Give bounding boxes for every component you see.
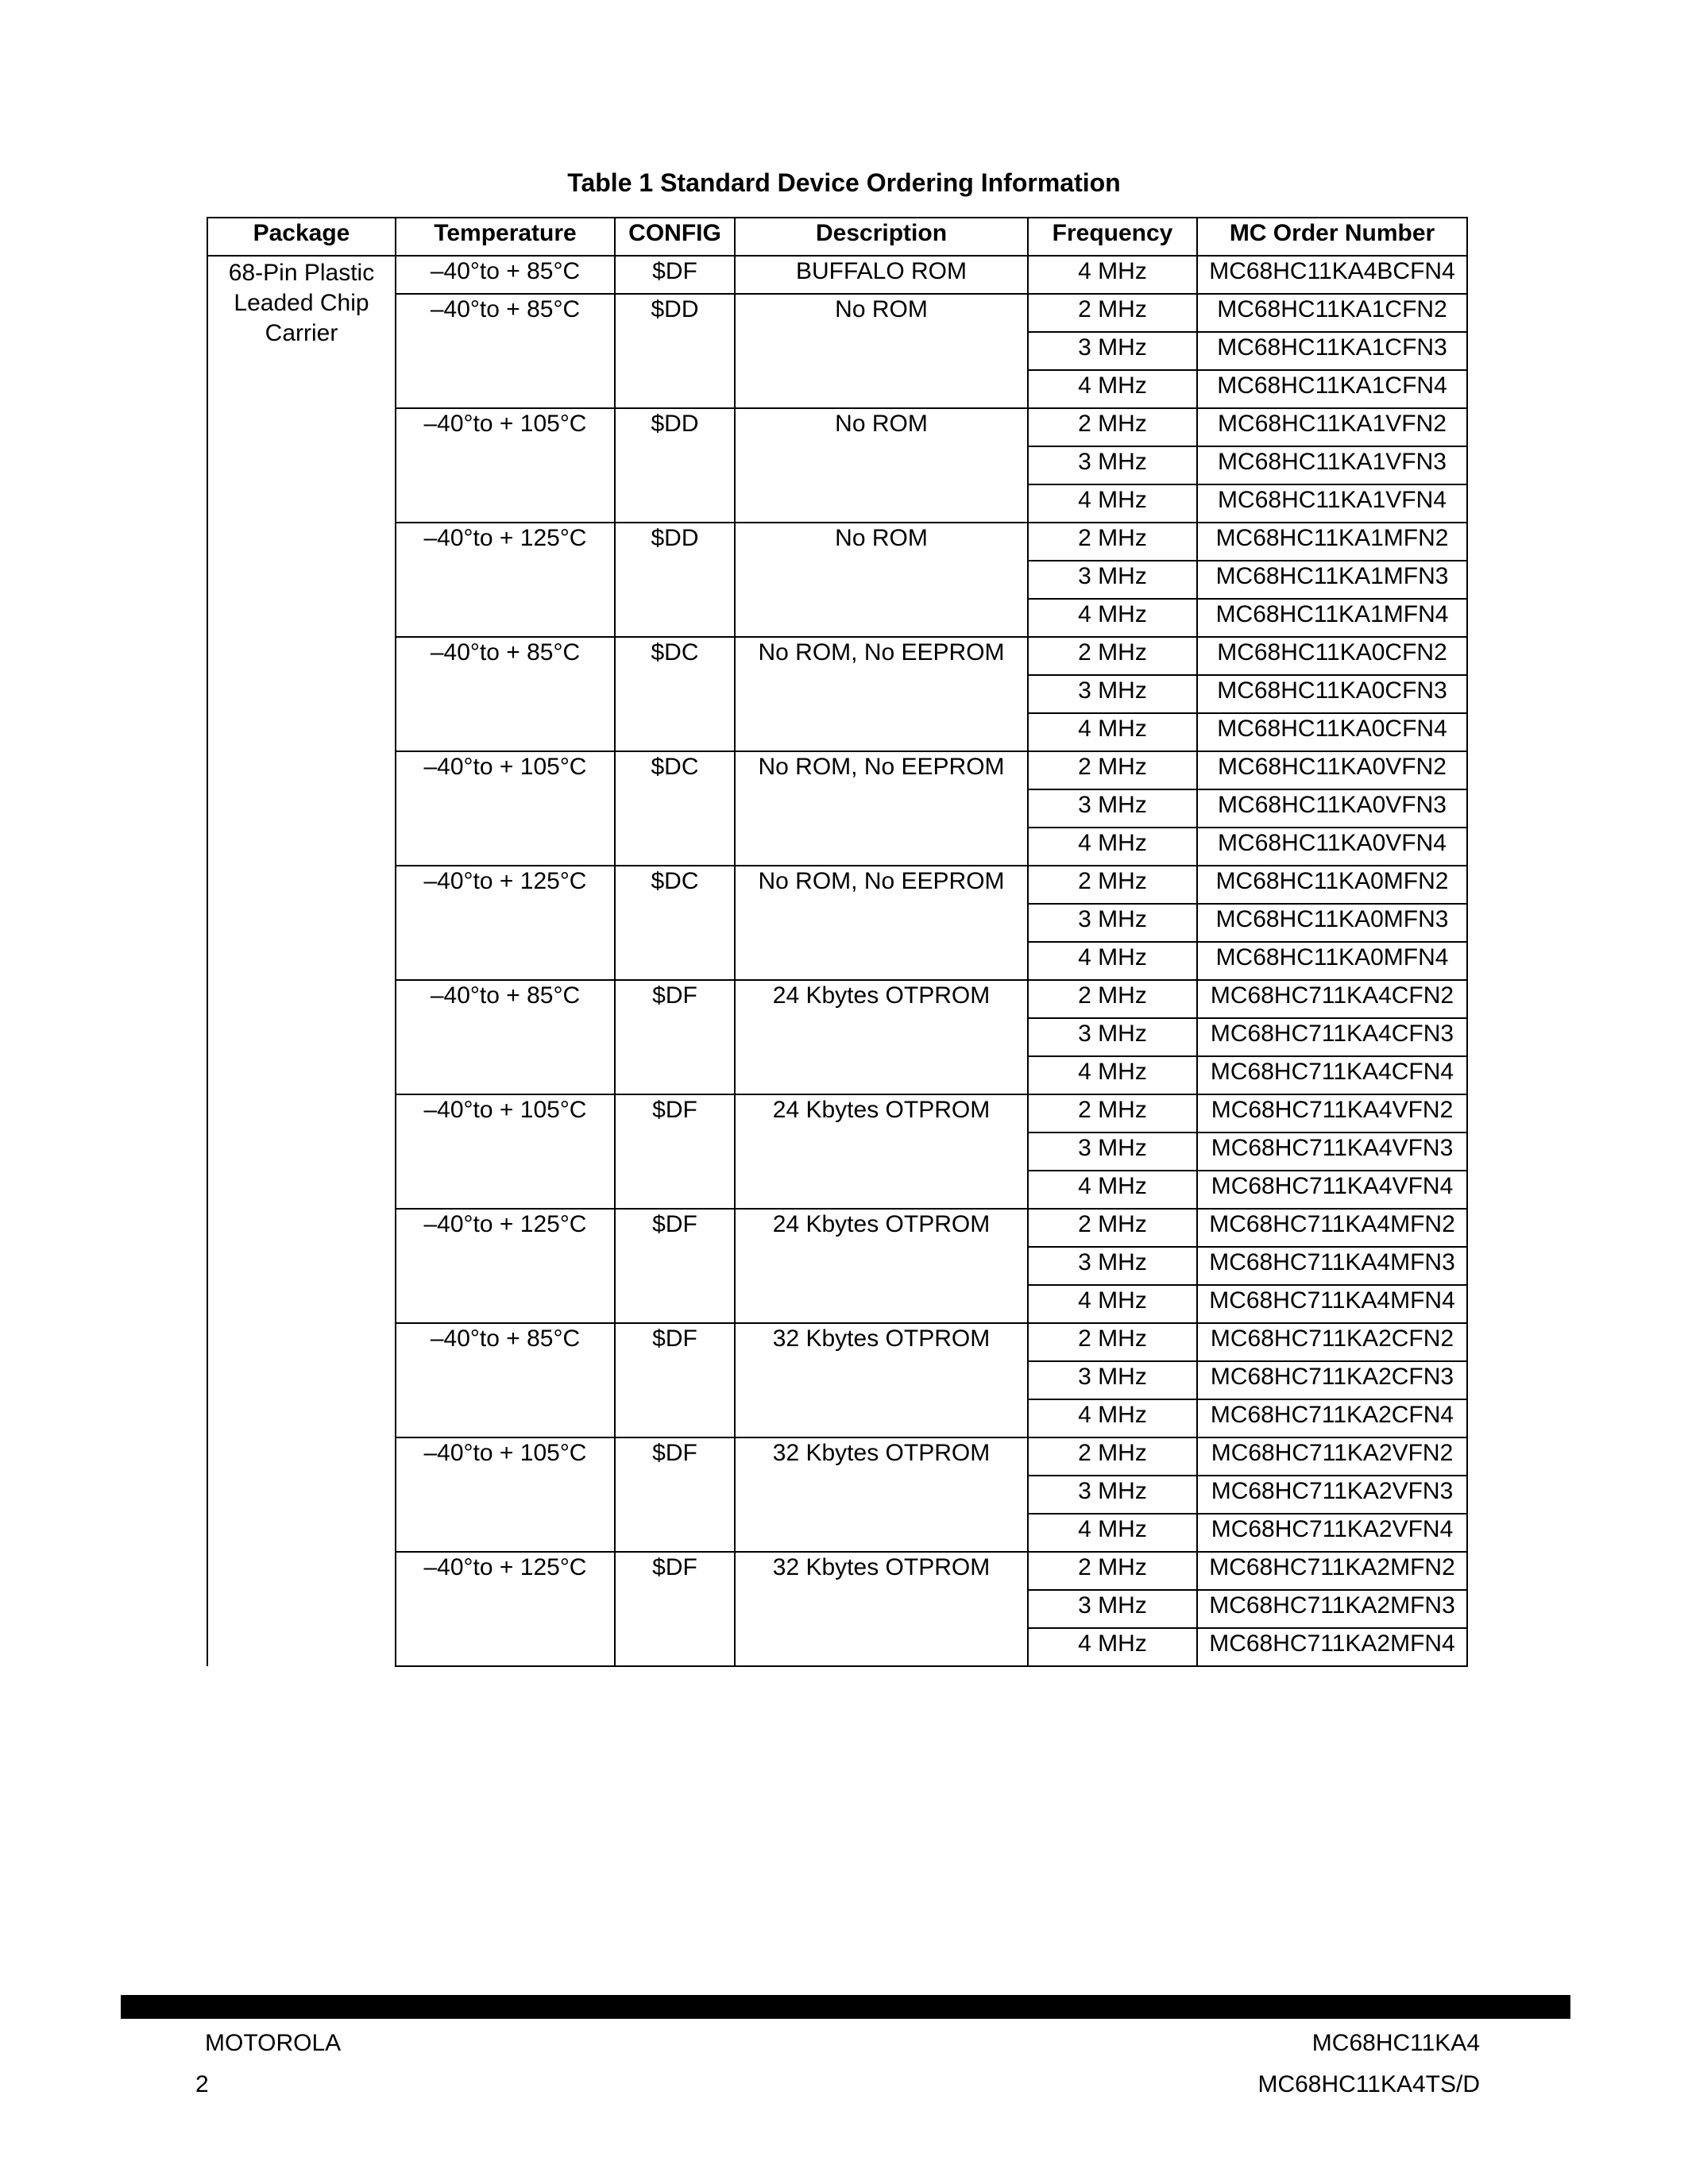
order-number-cell: MC68HC11KA1CFN4 <box>1197 370 1467 408</box>
frequency-cell: 3 MHz <box>1028 1247 1197 1285</box>
footer-page-number: 2 <box>195 2071 209 2097</box>
order-number-cell: MC68HC11KA1CFN2 <box>1197 294 1467 332</box>
description-cell: No ROM, No EEPROM <box>735 866 1028 980</box>
description-cell: 32 Kbytes OTPROM <box>735 1437 1028 1552</box>
config-cell: $DD <box>615 408 735 523</box>
order-number-cell: MC68HC11KA1CFN3 <box>1197 332 1467 370</box>
config-cell: $DC <box>615 637 735 751</box>
temperature-cell: –40°to + 125°C <box>396 523 615 637</box>
order-number-cell: MC68HC11KA0CFN2 <box>1197 637 1467 675</box>
description-cell: No ROM <box>735 523 1028 637</box>
frequency-cell: 2 MHz <box>1028 1209 1197 1247</box>
frequency-cell: 3 MHz <box>1028 446 1197 484</box>
config-cell: $DF <box>615 1437 735 1552</box>
config-cell: $DF <box>615 980 735 1094</box>
frequency-cell: 4 MHz <box>1028 1399 1197 1437</box>
order-number-cell: MC68HC711KA4MFN4 <box>1197 1285 1467 1323</box>
table-row <box>207 866 1467 904</box>
table-row <box>207 523 1467 561</box>
table-row <box>207 1209 1467 1247</box>
order-number-cell: MC68HC711KA2MFN2 <box>1197 1552 1467 1590</box>
order-number-cell: MC68HC711KA4VFN2 <box>1197 1094 1467 1133</box>
header-package: Package <box>207 218 396 256</box>
frequency-cell: 2 MHz <box>1028 1437 1197 1476</box>
table-row <box>207 751 1467 789</box>
frequency-cell: 3 MHz <box>1028 1018 1197 1056</box>
frequency-cell: 4 MHz <box>1028 1285 1197 1323</box>
order-number-cell: MC68HC711KA4VFN3 <box>1197 1133 1467 1171</box>
order-number-cell: MC68HC711KA4VFN4 <box>1197 1171 1467 1209</box>
table-title: Table 1 Standard Device Ordering Information <box>567 168 1121 197</box>
package-cell: 68-Pin Plastic Leaded Chip Carrier <box>207 256 396 1666</box>
frequency-cell: 2 MHz <box>1028 1552 1197 1590</box>
temperature-cell: –40°to + 125°C <box>396 866 615 980</box>
footer-company: MOTOROLA <box>205 2030 342 2056</box>
temperature-cell: –40°to + 85°C <box>396 256 615 294</box>
order-number-cell: MC68HC711KA4MFN2 <box>1197 1209 1467 1247</box>
config-cell: $DF <box>615 1323 735 1437</box>
order-number-cell: MC68HC11KA4BCFN4 <box>1197 256 1467 294</box>
frequency-cell: 3 MHz <box>1028 561 1197 599</box>
temperature-cell: –40°to + 85°C <box>396 980 615 1094</box>
order-number-cell: MC68HC11KA1MFN4 <box>1197 599 1467 637</box>
frequency-cell: 2 MHz <box>1028 294 1197 332</box>
table-row <box>207 294 1467 332</box>
order-number-cell: MC68HC711KA2MFN3 <box>1197 1590 1467 1628</box>
frequency-cell: 4 MHz <box>1028 1171 1197 1209</box>
frequency-cell: 2 MHz <box>1028 1323 1197 1361</box>
order-number-cell: MC68HC11KA0VFN4 <box>1197 828 1467 866</box>
temperature-cell: –40°to + 105°C <box>396 408 615 523</box>
order-number-cell: MC68HC11KA0VFN3 <box>1197 789 1467 828</box>
table-row <box>207 1552 1467 1590</box>
header-row <box>207 218 1467 256</box>
config-cell: $DF <box>615 1209 735 1323</box>
order-number-cell: MC68HC711KA4MFN3 <box>1197 1247 1467 1285</box>
table-row <box>207 980 1467 1018</box>
frequency-cell: 2 MHz <box>1028 866 1197 904</box>
header-temperature: Temperature <box>396 218 615 256</box>
table-row <box>207 1094 1467 1133</box>
frequency-cell: 4 MHz <box>1028 1628 1197 1666</box>
frequency-cell: 3 MHz <box>1028 332 1197 370</box>
ordering-table <box>207 217 1468 1667</box>
description-cell: No ROM <box>735 294 1028 408</box>
temperature-cell: –40°to + 125°C <box>396 1552 615 1666</box>
frequency-cell: 4 MHz <box>1028 484 1197 523</box>
description-cell: BUFFALO ROM <box>735 256 1028 294</box>
config-cell: $DD <box>615 523 735 637</box>
order-number-cell: MC68HC11KA1MFN2 <box>1197 523 1467 561</box>
order-number-cell: MC68HC11KA0VFN2 <box>1197 751 1467 789</box>
frequency-cell: 2 MHz <box>1028 637 1197 675</box>
order-number-cell: MC68HC711KA2VFN2 <box>1197 1437 1467 1476</box>
temperature-cell: –40°to + 125°C <box>396 1209 615 1323</box>
frequency-cell: 3 MHz <box>1028 1590 1197 1628</box>
config-cell: $DF <box>615 1094 735 1209</box>
table-row <box>207 1437 1467 1476</box>
description-cell: No ROM, No EEPROM <box>735 751 1028 866</box>
table-row <box>207 1323 1467 1361</box>
order-number-cell: MC68HC711KA2CFN4 <box>1197 1399 1467 1437</box>
frequency-cell: 3 MHz <box>1028 1361 1197 1399</box>
config-cell: $DC <box>615 751 735 866</box>
frequency-cell: 4 MHz <box>1028 1514 1197 1552</box>
config-cell: $DF <box>615 1552 735 1666</box>
frequency-cell: 2 MHz <box>1028 523 1197 561</box>
header-config: CONFIG <box>615 218 735 256</box>
frequency-cell: 4 MHz <box>1028 256 1197 294</box>
order-number-cell: MC68HC11KA0MFN3 <box>1197 904 1467 942</box>
frequency-cell: 2 MHz <box>1028 1094 1197 1133</box>
frequency-cell: 3 MHz <box>1028 675 1197 713</box>
header-order-number: MC Order Number <box>1197 218 1467 256</box>
temperature-cell: –40°to + 105°C <box>396 1437 615 1552</box>
frequency-cell: 2 MHz <box>1028 751 1197 789</box>
config-cell: $DC <box>615 866 735 980</box>
temperature-cell: –40°to + 105°C <box>396 751 615 866</box>
frequency-cell: 4 MHz <box>1028 599 1197 637</box>
frequency-cell: 2 MHz <box>1028 980 1197 1018</box>
order-number-cell: MC68HC11KA1VFN4 <box>1197 484 1467 523</box>
table-row <box>207 408 1467 446</box>
frequency-cell: 4 MHz <box>1028 1056 1197 1094</box>
table-row <box>207 637 1467 675</box>
order-number-cell: MC68HC11KA1VFN2 <box>1197 408 1467 446</box>
order-number-cell: MC68HC711KA2VFN4 <box>1197 1514 1467 1552</box>
order-number-cell: MC68HC711KA2CFN2 <box>1197 1323 1467 1361</box>
frequency-cell: 4 MHz <box>1028 713 1197 751</box>
frequency-cell: 4 MHz <box>1028 942 1197 980</box>
order-number-cell: MC68HC711KA4CFN4 <box>1197 1056 1467 1094</box>
temperature-cell: –40°to + 85°C <box>396 1323 615 1437</box>
description-cell: 32 Kbytes OTPROM <box>735 1552 1028 1666</box>
footer-device: MC68HC11KA4 <box>1311 2030 1480 2056</box>
order-number-cell: MC68HC11KA0MFN4 <box>1197 942 1467 980</box>
description-cell: 24 Kbytes OTPROM <box>735 980 1028 1094</box>
description-cell: 24 Kbytes OTPROM <box>735 1209 1028 1323</box>
config-cell: $DF <box>615 256 735 294</box>
order-number-cell: MC68HC11KA0MFN2 <box>1197 866 1467 904</box>
footer-doc-number: MC68HC11KA4TS/D <box>1257 2071 1480 2097</box>
frequency-cell: 3 MHz <box>1028 1133 1197 1171</box>
order-number-cell: MC68HC711KA2MFN4 <box>1197 1628 1467 1666</box>
header-frequency: Frequency <box>1028 218 1197 256</box>
temperature-cell: –40°to + 105°C <box>396 1094 615 1209</box>
order-number-cell: MC68HC711KA4CFN3 <box>1197 1018 1467 1056</box>
order-number-cell: MC68HC11KA0CFN4 <box>1197 713 1467 751</box>
description-cell: 24 Kbytes OTPROM <box>735 1094 1028 1209</box>
description-cell: 32 Kbytes OTPROM <box>735 1323 1028 1437</box>
frequency-cell: 4 MHz <box>1028 828 1197 866</box>
frequency-cell: 3 MHz <box>1028 1476 1197 1514</box>
frequency-cell: 2 MHz <box>1028 408 1197 446</box>
order-number-cell: MC68HC11KA1MFN3 <box>1197 561 1467 599</box>
order-number-cell: MC68HC711KA2CFN3 <box>1197 1361 1467 1399</box>
frequency-cell: 3 MHz <box>1028 789 1197 828</box>
table-row <box>207 256 1467 294</box>
order-number-cell: MC68HC11KA1VFN3 <box>1197 446 1467 484</box>
table-body <box>207 256 1467 1666</box>
order-number-cell: MC68HC711KA2VFN3 <box>1197 1476 1467 1514</box>
temperature-cell: –40°to + 85°C <box>396 637 615 751</box>
temperature-cell: –40°to + 85°C <box>396 294 615 408</box>
frequency-cell: 4 MHz <box>1028 370 1197 408</box>
frequency-cell: 3 MHz <box>1028 904 1197 942</box>
header-description: Description <box>735 218 1028 256</box>
description-cell: No ROM <box>735 408 1028 523</box>
description-cell: No ROM, No EEPROM <box>735 637 1028 751</box>
order-number-cell: MC68HC11KA0CFN3 <box>1197 675 1467 713</box>
config-cell: $DD <box>615 294 735 408</box>
footer-rule <box>121 1995 1570 2019</box>
order-number-cell: MC68HC711KA4CFN2 <box>1197 980 1467 1018</box>
